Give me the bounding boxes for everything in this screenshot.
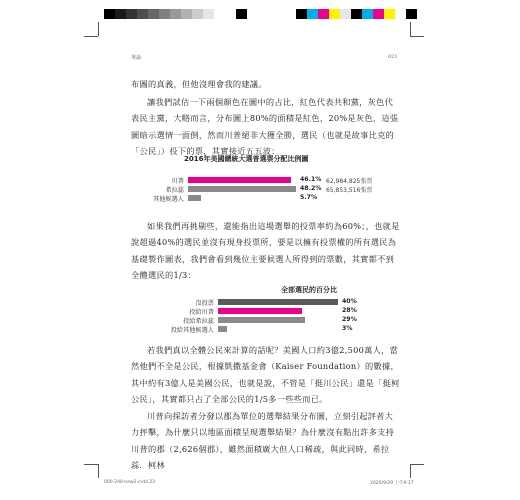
calibration-swatch <box>373 9 384 19</box>
calibration-swatch <box>362 9 373 19</box>
chart2-bar <box>218 317 305 323</box>
chart1-row <box>144 194 318 203</box>
calibration-swatch <box>351 9 362 19</box>
chart2-row <box>156 316 357 325</box>
calibration-swatch <box>159 9 170 19</box>
paragraph-turnout: 如果我們再挑剔些，還能指出這場選舉的投票率約為60%；，也就是說超過40%的選民並沒有現身投票所，要是以擁有投票權的所有選民為基礎製作圖表，我們會看到幾位主要候選人所得到的票數，其實都不到全體選民的1/3： <box>131 221 400 281</box>
chart2-row <box>156 325 353 334</box>
chart2-percent-label: 3% <box>342 325 353 332</box>
calibration-swatch <box>307 9 318 19</box>
calibration-swatch <box>192 9 203 19</box>
color-calibration-bar <box>296 9 417 19</box>
grayscale-calibration-bar <box>104 9 247 19</box>
crop-mark <box>84 464 98 465</box>
crop-mark <box>410 36 424 37</box>
calibration-swatch <box>148 9 159 19</box>
calibration-swatch <box>214 9 225 19</box>
calibration-swatch <box>318 9 329 19</box>
chart1-votes-label: 62,984,825張票 <box>326 178 373 185</box>
crop-mark <box>98 464 99 478</box>
chart1-title: 2016年美國總統大選普選票分配比例圖 <box>184 155 309 163</box>
paragraph-citizens: 若我們真以全體公民來計算的話呢？美國人口約3億2,500萬人，當然他們不全是公民，根據凱撒基金會（Kaiser Foundation）的數據，其中約有3億人是美國公民，也就是說，不管是「挺川公民」還是「挺柯公民」，其實都只占了全部公民的1/5多一些些而已。 <box>131 345 400 405</box>
paragraph-county-map: 川普向採訪者分發以郡為單位的選舉結果分布圖，立刻引起評者大力抨擊，為什麼只以地區面積呈現選舉結果？為什麼沒有點出許多支持川普的郡（2,626個郡），雖然面積廣大但人口稀疏，與此同時，希拉蕊．柯林 <box>131 411 395 471</box>
calibration-swatch <box>236 9 247 19</box>
calibration-swatch <box>104 9 115 19</box>
calibration-swatch <box>115 9 126 19</box>
crop-mark <box>410 464 411 478</box>
chart2-row-label: 沒投票 <box>195 300 214 307</box>
chart1-bar <box>188 186 296 192</box>
chart2-bar <box>218 308 302 314</box>
calibration-swatch <box>225 9 236 19</box>
crop-mark <box>410 22 411 36</box>
chart2-title: 全部選民的百分比 <box>281 286 337 294</box>
calibration-swatch <box>137 9 148 19</box>
chart2-percent-label: 29% <box>342 316 357 323</box>
calibration-swatch <box>329 9 340 19</box>
footer-file-info: 000-240-new2.indd 23 <box>104 480 155 485</box>
chart1-row <box>144 185 373 194</box>
paragraph-color-estimate: 讓我們試估一下兩個顏色在圖中的占比，紅色代表共和黨，灰色代表民主黨，大略而言，分布圖上80%的面積是紅色，20%是灰色，這張圖暗示選情一面倒，然而川普絕非大獲全勝，選民（也就是故事比克的「公民」）投下的票，其實接近五五波： <box>131 97 399 157</box>
crop-mark <box>98 22 99 36</box>
chart1-row-label: 希拉蕊 <box>165 187 184 194</box>
calibration-swatch <box>181 9 192 19</box>
footer-timestamp: 2020/9/29 上午9:17 <box>370 481 414 486</box>
chart1-row <box>144 176 373 185</box>
chart2-row <box>156 298 357 307</box>
chart1-percent-label: 46.1% <box>300 176 322 183</box>
chart1-bar <box>188 195 201 201</box>
chart2-bar <box>218 299 338 305</box>
crop-mark <box>410 464 424 465</box>
running-header-section: 導論 <box>131 55 142 61</box>
calibration-swatch <box>395 9 406 19</box>
chart2-percent-label: 28% <box>342 307 357 314</box>
chart1-percent-label: 48.2% <box>300 185 322 192</box>
paragraph-intro: 布圖的真義，但他沒理會我的建議。 <box>131 79 267 89</box>
chart1-votes-label: 65,853,516張票 <box>326 187 373 194</box>
chart1-bar <box>188 177 291 183</box>
chart2-row-label: 投給川普 <box>189 309 214 316</box>
page-number: 021 <box>388 54 398 60</box>
chart2-row-label: 投給其他候選人 <box>170 327 214 334</box>
calibration-swatch <box>340 9 351 19</box>
calibration-swatch <box>170 9 181 19</box>
chart2-row <box>156 307 357 316</box>
calibration-swatch <box>406 9 417 19</box>
chart1-row-label: 其他候選人 <box>153 196 184 203</box>
chart1-row-label: 川普 <box>171 178 184 185</box>
chart2-percent-label: 40% <box>342 298 357 305</box>
calibration-swatch <box>203 9 214 19</box>
calibration-swatch <box>296 9 307 19</box>
calibration-swatch <box>384 9 395 19</box>
calibration-swatch <box>126 9 137 19</box>
crop-mark <box>84 36 98 37</box>
chart1-percent-label: 5.7% <box>300 194 318 201</box>
chart2-row-label: 投給希拉蕊 <box>183 318 214 325</box>
chart2-bar <box>218 326 227 332</box>
